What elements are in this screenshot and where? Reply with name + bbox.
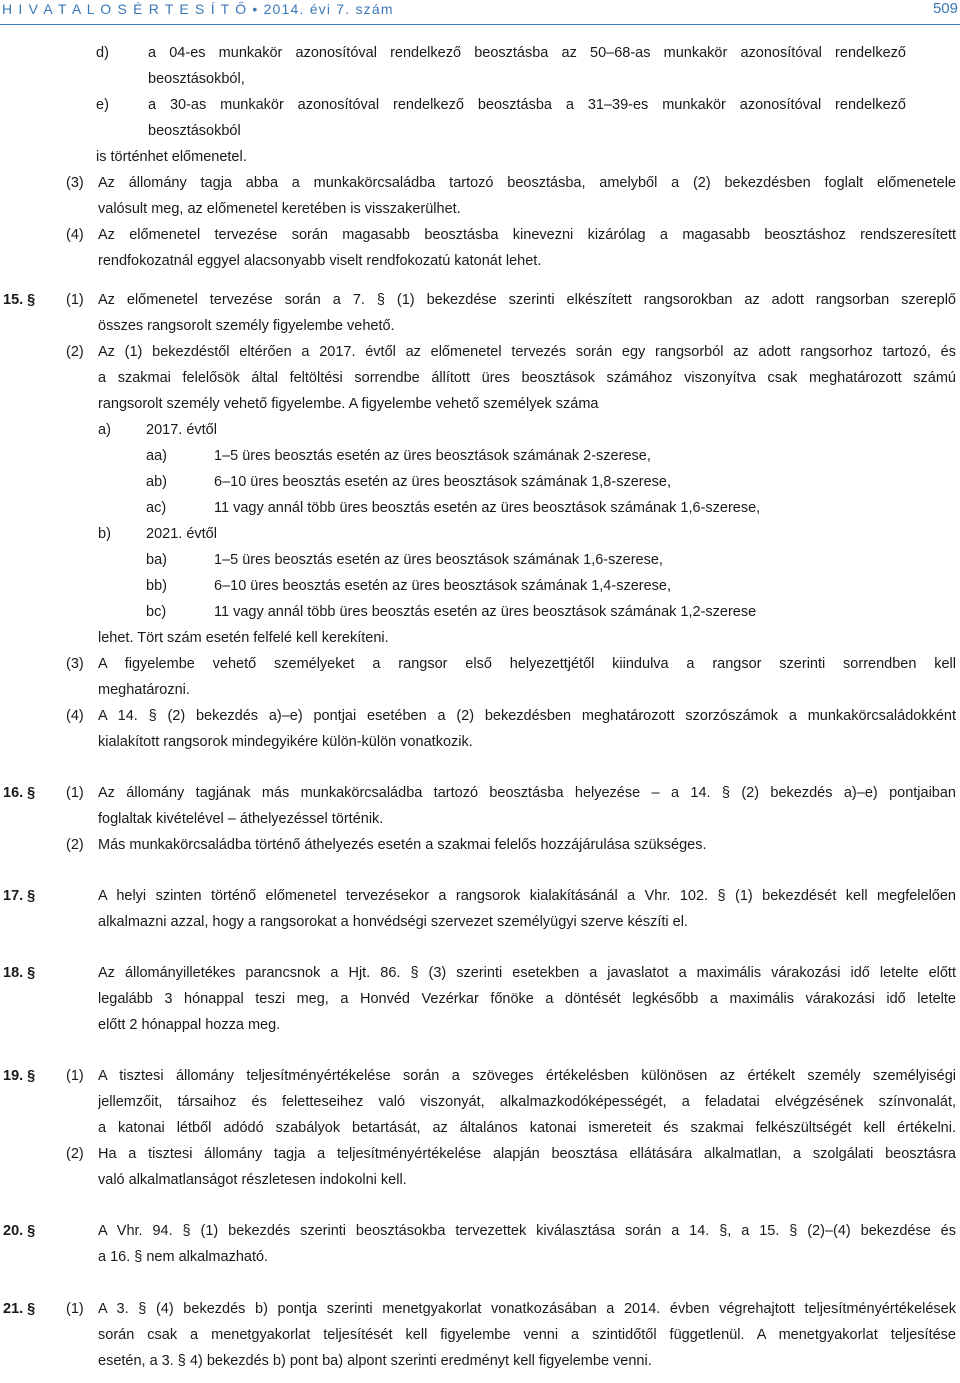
text-line: A tisztesi állomány teljesítményértékelése során a szöveges értékelésben különösen az értékelt személy személyiségi — [98, 1068, 956, 1084]
text-line: során csak a menetgyakorlat teljesítését kell figyelembe venni a szintidőtől függetlenül. A menetgyakorlat teljesítése — [98, 1327, 956, 1343]
text-line: aa) — [146, 448, 167, 464]
text-line: (4) — [66, 708, 84, 724]
text-line: A 14. § (2) bekezdés a)–e) pontjai esetében a (2) bekezdésben meghatározott szorzószámok a munkakörcsaládokként — [98, 708, 956, 724]
text-line: (1) — [66, 785, 84, 801]
text-line: Az állomány tagjának más munkakörcsaládba tartozó beosztásba helyezése – a 14. § (2) bekezdés a)–e) pontjaiban — [98, 785, 956, 801]
header-rule — [0, 24, 960, 25]
text-line: a) — [98, 422, 111, 438]
text-line: összes rangsorolt személy figyelembe vehető. — [98, 318, 395, 334]
text-line: bc) — [146, 604, 167, 620]
text-line: 11 vagy annál több üres beosztás esetén az üres beosztások számának 1,6-szerese, — [214, 500, 761, 516]
text-line: A Vhr. 94. § (1) bekezdés szerinti beosztásokba tervezettek kiválasztása során a 14. §, a 15. § (2)–(4) bekezdése és — [98, 1223, 956, 1239]
text-line: meghatározni. — [98, 682, 190, 698]
text-line: 1–5 üres beosztás esetén az üres beosztások számának 2-szerese, — [214, 448, 651, 464]
text-line: Más munkakörcsaládba történő áthelyezés esetén a szakmai felelős hozzájárulása szükséges. — [98, 837, 707, 853]
text-line: A 3. § (4) bekezdés b) pontja szerinti menetgyakorlat vonatkozásában a 2014. évben végrehajtott teljesítményértékelések — [98, 1301, 956, 1317]
text-line: (4) — [66, 227, 84, 243]
text-line: a 30-as munkakör azonosítóval rendelkező beosztásba a 31–39-es munkakör azonosítóval rendelkező — [148, 97, 906, 113]
section-number: 17. § — [3, 888, 36, 904]
text-line: ab) — [146, 474, 167, 490]
text-line: 1–5 üres beosztás esetén az üres beosztások számának 1,6-szerese, — [214, 552, 663, 568]
text-line: A helyi szinten történő előmenetel tervezésekor a rangsorok kialakításánál a Vhr. 102. § (1) bekezdését kell megfelelően — [98, 888, 956, 904]
text-line: d) — [96, 45, 109, 61]
text-line: valósult meg, az előmenetel keretében is visszakerülhet. — [98, 201, 461, 217]
text-line: ba) — [146, 552, 167, 568]
text-line: a 04-es munkakör azonosítóval rendelkező beosztásba az 50–68-as munkakör azonosítóval rendelkező — [148, 45, 906, 61]
section-number: 16. § — [3, 785, 36, 801]
text-line: beosztásokból, — [148, 71, 245, 87]
text-line: Az állományilletékes parancsnok a Hjt. 86. § (3) szerinti esetekben a javaslatot a maximális várakozási idő letelte előtt — [98, 965, 956, 981]
text-line: jellemzőit, társaihoz és feletteseihez való viszonyát, alkalmazkodóképességét, a feladatai elvégzésének színvonalát, — [98, 1094, 956, 1110]
text-line: (2) — [66, 1146, 84, 1162]
text-line: legalább 3 hónappal teszi meg, a Honvéd Vezérkar főnöke a döntését legkésőbb a maximális várakozási idő letelte — [98, 991, 956, 1007]
text-line: esetén, a 3. § 4) bekezdés b) pont ba) alpont szerinti eredményt kell figyelembe venni. — [98, 1353, 652, 1369]
text-line: 6–10 üres beosztás esetén az üres beosztások számának 1,8-szerese, — [214, 474, 672, 490]
text-line: (3) — [66, 175, 84, 191]
text-line: való alkalmatlanságot részletesen indokolni kell. — [98, 1172, 407, 1188]
text-line: 2017. évtől — [146, 422, 217, 438]
text-line: (1) — [66, 1301, 84, 1317]
journal-title: H I V A T A L O S É R T E S Í T Ő • 2014. évi 7. szám — [2, 1, 394, 17]
text-line: Az előmenetel tervezése során a 7. § (1) bekezdése szerinti elkészített rangsorokban az adott rangsorban szereplő — [98, 292, 956, 308]
section-number: 18. § — [3, 965, 36, 981]
text-line: Ha a tisztesi állomány tagja a teljesítményértékelése alapján beosztása ellátására alkalmatlan, a szolgálati beosztásra — [98, 1146, 956, 1162]
text-line: 11 vagy annál több üres beosztás esetén az üres beosztások számának 1,2-szerese — [214, 604, 757, 620]
text-line: lehet. Tört szám esetén felfelé kell kerekíteni. — [98, 630, 389, 646]
text-line: a 16. § nem alkalmazható. — [98, 1249, 269, 1265]
page-header — [0, 0, 960, 30]
text-line: Az (1) bekezdéstől eltérően a 2017. évtől az előmenetel tervezés során egy rangsorból az adott rangsorhoz tartozó, és — [98, 344, 956, 360]
text-line: (1) — [66, 292, 84, 308]
text-line: ac) — [146, 500, 167, 516]
section-number: 15. § — [3, 292, 36, 308]
text-line: 6–10 üres beosztás esetén az üres beosztások számának 1,4-szerese, — [214, 578, 672, 594]
text-line: rangsorolt személy vehető figyelembe. A figyelembe vehető személyek száma — [98, 396, 599, 412]
text-line: A figyelembe vehető személyeket a rangsor első helyezettjétől kiindulva a rangsor szerinti sorrendben kell — [98, 656, 956, 672]
text-line: beosztásokból — [148, 123, 241, 139]
text-line: (3) — [66, 656, 84, 672]
text-line: a katonai létből adódó szabályok betartását, az általános katonai ismereteit és szakmai felkészültségét kell értékelni. — [98, 1120, 956, 1136]
text-line: is történhet előmenetel. — [96, 149, 247, 165]
text-line: e) — [96, 97, 109, 113]
text-line: (1) — [66, 1068, 84, 1084]
text-line: bb) — [146, 578, 167, 594]
text-line: (2) — [66, 837, 84, 853]
text-line: a szakmai felelősök által feltöltési sorrendbe állított üres beosztások számához viszonyítva csak meghatározott számú — [98, 370, 956, 386]
text-line: (2) — [66, 344, 84, 360]
text-line: alkalmazni azzal, hogy a rangsorokat a honvédségi szervezet személyügyi szerve készíti el. — [98, 914, 688, 930]
text-line: kialakított rangsorok mindegyikére külön-külön vonatkozik. — [98, 734, 473, 750]
text-line: Az előmenetel tervezése során magasabb beosztásba kinevezni kizárólag a magasabb beosztáshoz rendszeresített — [98, 227, 956, 243]
text-line: 2021. évtől — [146, 526, 217, 542]
text-line: b) — [98, 526, 111, 542]
text-line: előtt 2 hónappal hozza meg. — [98, 1017, 281, 1033]
text-line: rendfokozatnál eggyel alacsonyabb viselt rendfokozatú katonát lehet. — [98, 253, 542, 269]
text-line: foglaltak kivételével – áthelyezéssel történik. — [98, 811, 384, 827]
text-line: Az állomány tagja abba a munkakörcsaládba tartozó beosztásba, amelyből a (2) bekezdésben foglalt előmenetele — [98, 175, 956, 191]
page-number: 509 — [932, 0, 958, 17]
section-number: 19. § — [3, 1068, 36, 1084]
section-number: 21. § — [3, 1301, 36, 1317]
section-number: 20. § — [3, 1223, 36, 1239]
